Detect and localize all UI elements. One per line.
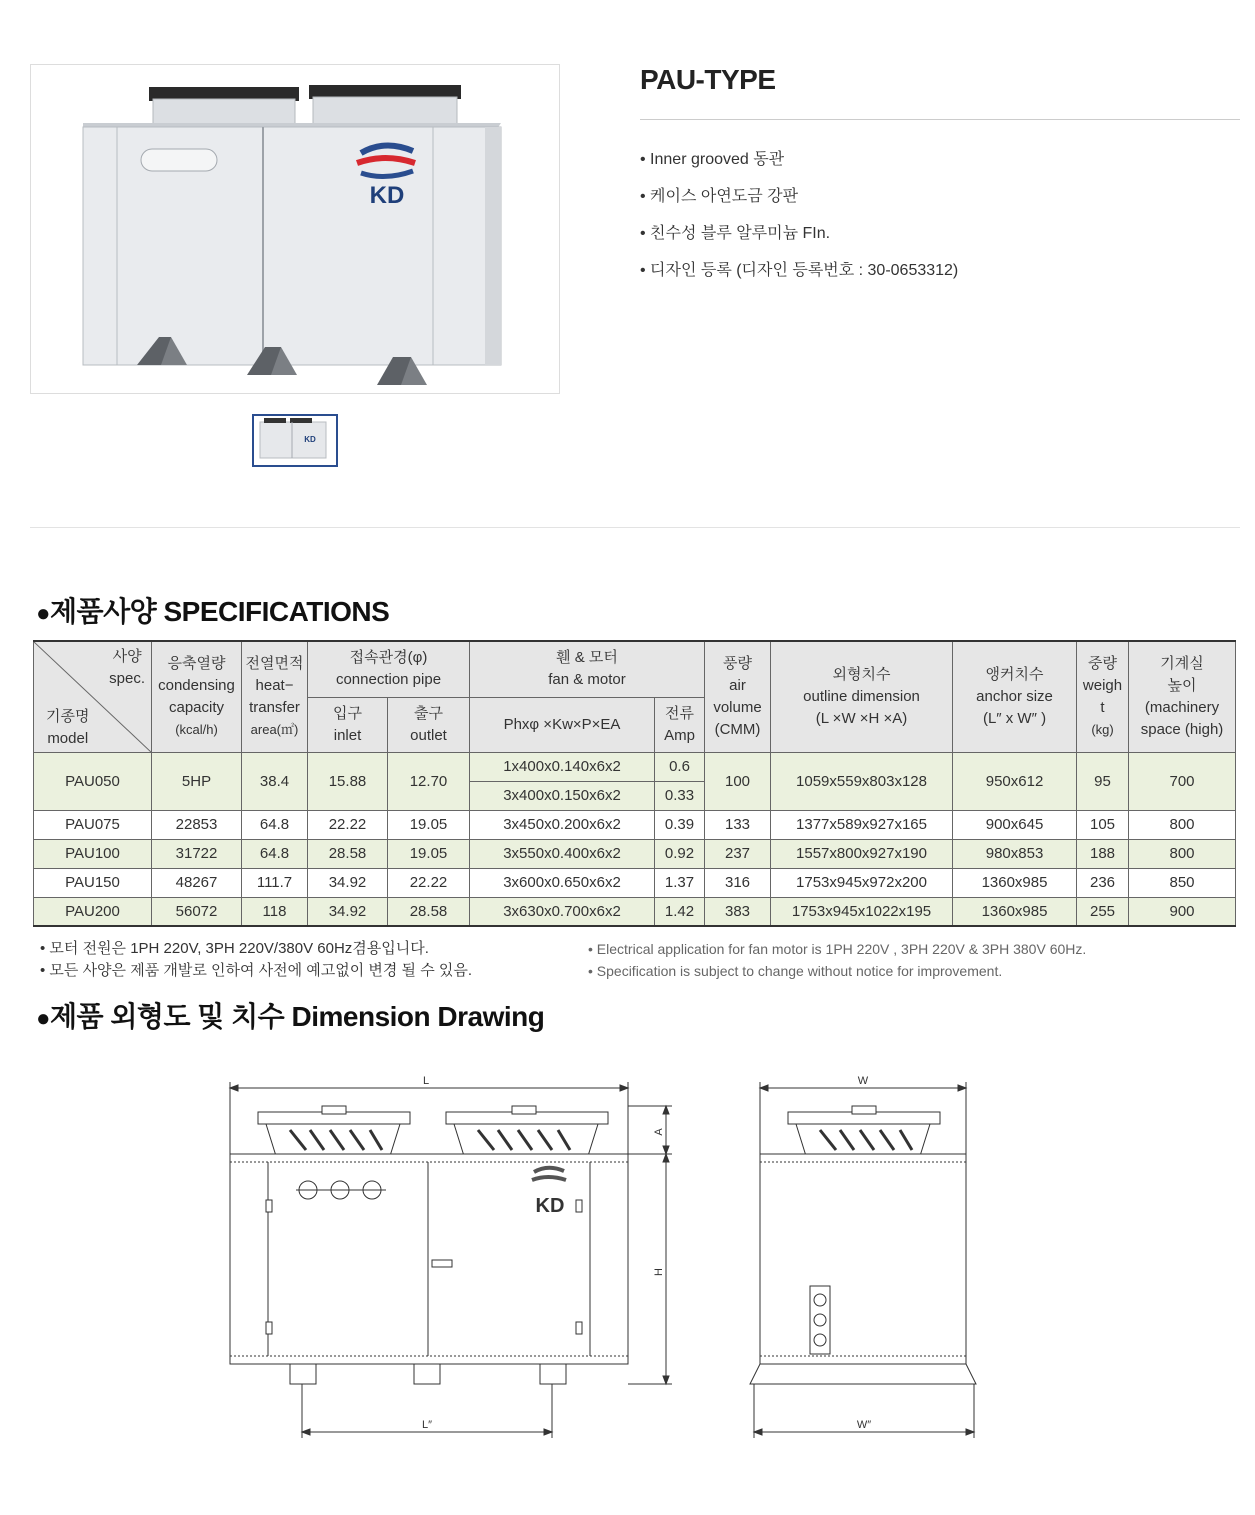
feature-item: • 디자인 등록 (디자인 등록번호 : 30-0653312) — [640, 261, 958, 298]
cell-model: PAU075 — [34, 810, 152, 839]
cell-weight: 188 — [1077, 839, 1129, 868]
cell-area: 64.8 — [242, 810, 308, 839]
cell-anchor: 1360x985 — [953, 897, 1077, 926]
product-thumbnail[interactable] — [252, 414, 338, 467]
dim-label-w: W — [857, 1075, 869, 1087]
notes-english — [588, 938, 1086, 982]
header-inlet: 입구 inlet — [308, 697, 388, 752]
cell-fan: 3x450x0.200x6x2 — [470, 810, 655, 839]
svg-text:KD: KD — [369, 182, 405, 209]
spec-table-body — [34, 752, 1236, 926]
note-item: • Electrical application for fan motor is 1PH 220V , 3PH 220V & 3PH 380V 60Hz. — [588, 941, 1087, 957]
notes-korean — [40, 938, 472, 982]
spec-table — [33, 640, 1236, 927]
bullet-icon: ● — [36, 600, 50, 627]
cell-outlet: 19.05 — [388, 839, 470, 868]
feature-item: • 친수성 블루 알루미늄 FIn. — [640, 224, 958, 261]
dimension-drawing-svg — [210, 1060, 990, 1450]
cell-model: PAU200 — [34, 897, 152, 926]
cell-machinery: 700 — [1129, 752, 1236, 810]
cell-amp: 1.37 — [655, 868, 705, 897]
header-fan-spec: Phxφ ×Kw×P×EA — [470, 697, 655, 752]
table-row — [34, 839, 1236, 868]
header-outlet: 출구 outlet — [388, 697, 470, 752]
cell-air: 100 — [705, 752, 771, 810]
cell-outline: 1377x589x927x165 — [771, 810, 953, 839]
title-divider — [640, 119, 1240, 120]
header-capacity: 응축열량 condensing capacity (kcal/h) — [152, 641, 242, 752]
cell-capacity: 48267 — [152, 868, 242, 897]
cell-outlet: 12.70 — [388, 752, 470, 810]
cell-area: 38.4 — [242, 752, 308, 810]
cell-fan: 1x400x0.140x6x2 — [470, 752, 655, 781]
cell-air: 383 — [705, 897, 771, 926]
dim-label-l: L — [422, 1075, 430, 1087]
section-divider — [30, 527, 1240, 528]
cell-weight: 236 — [1077, 868, 1129, 897]
header-amp: 전류 Amp — [655, 697, 705, 752]
note-item: • Specification is subject to change without notice for improvement. — [588, 963, 1003, 979]
drawing-logo: KD — [535, 1195, 565, 1217]
dim-label-w2: W″ — [856, 1419, 872, 1431]
cell-area: 64.8 — [242, 839, 308, 868]
product-title: PAU-TYPE — [640, 64, 776, 95]
cell-inlet: 22.22 — [308, 810, 388, 839]
cell-machinery: 800 — [1129, 839, 1236, 868]
header-spec-model: 사양 spec. 기종명 model — [34, 641, 152, 752]
feature-list — [640, 150, 958, 298]
dim-label-a: A — [653, 1128, 665, 1136]
cell-capacity: 31722 — [152, 839, 242, 868]
cell-outlet: 19.05 — [388, 810, 470, 839]
feature-item: • 케이스 아연도금 강판 — [640, 187, 958, 224]
table-row — [34, 752, 1236, 781]
cell-anchor: 980x853 — [953, 839, 1077, 868]
table-row — [34, 810, 1236, 839]
cell-anchor: 950x612 — [953, 752, 1077, 810]
cell-model: PAU100 — [34, 839, 152, 868]
cell-amp: 0.39 — [655, 810, 705, 839]
header-weight: 중량 weigh t (kg) — [1077, 641, 1129, 752]
cell-amp: 0.92 — [655, 839, 705, 868]
cell-anchor: 900x645 — [953, 810, 1077, 839]
dimension-heading — [36, 995, 544, 1035]
cell-amp: 0.6 — [655, 752, 705, 781]
cell-air: 237 — [705, 839, 771, 868]
table-row — [34, 897, 1236, 926]
condensing-unit-photo — [31, 65, 559, 393]
header-heat-transfer-area: 전열면적 heat− transfer area(㎡) — [242, 641, 308, 752]
thumbnail-image — [254, 416, 336, 465]
cell-machinery: 850 — [1129, 868, 1236, 897]
front-view — [230, 1075, 672, 1438]
cell-fan: 3x400x0.150x6x2 — [470, 781, 655, 810]
header-machinery-space: 기계실 높이 (machinery space (high) — [1129, 641, 1236, 752]
cell-machinery: 800 — [1129, 810, 1236, 839]
cell-outlet: 28.58 — [388, 897, 470, 926]
note-item: • 모터 전원은 1PH 220V, 3PH 220V/380V 60Hz겸용입니다. — [40, 940, 429, 957]
cell-weight: 95 — [1077, 752, 1129, 810]
cell-amp: 0.33 — [655, 781, 705, 810]
note-item: • 모든 사양은 제품 개발로 인하여 사전에 예고없이 변경 될 수 있음. — [40, 962, 473, 979]
header-outline-dimension: 외형치수 outline dimension (L ×W ×H ×A) — [771, 641, 953, 752]
cell-outline: 1753x945x1022x195 — [771, 897, 953, 926]
svg-text:KD: KD — [304, 435, 316, 444]
cell-fan: 3x600x0.650x6x2 — [470, 868, 655, 897]
feature-item: • Inner grooved 동관 — [640, 150, 958, 187]
dim-label-h: H — [653, 1268, 665, 1276]
cell-air: 316 — [705, 868, 771, 897]
inspection-window — [141, 149, 217, 171]
cell-inlet: 34.92 — [308, 868, 388, 897]
cell-model: PAU150 — [34, 868, 152, 897]
cell-area: 111.7 — [242, 868, 308, 897]
cell-inlet: 34.92 — [308, 897, 388, 926]
cell-inlet: 28.58 — [308, 839, 388, 868]
spec-table-header — [34, 641, 1236, 752]
product-main-image — [30, 64, 560, 394]
header-air-volume: 풍량 air volume (CMM) — [705, 641, 771, 752]
cell-capacity: 22853 — [152, 810, 242, 839]
bullet-icon: ● — [36, 1005, 50, 1032]
cell-machinery: 900 — [1129, 897, 1236, 926]
cell-air: 133 — [705, 810, 771, 839]
cell-outlet: 22.22 — [388, 868, 470, 897]
side-view — [750, 1075, 976, 1438]
specifications-heading-text: 제품사양 SPECIFICATIONS — [50, 596, 390, 627]
dim-label-l2: L″ — [421, 1419, 433, 1431]
cell-area: 118 — [242, 897, 308, 926]
cell-capacity: 56072 — [152, 897, 242, 926]
cell-weight: 105 — [1077, 810, 1129, 839]
cell-inlet: 15.88 — [308, 752, 388, 810]
cell-outline: 1059x559x803x128 — [771, 752, 953, 810]
cell-model: PAU050 — [34, 752, 152, 810]
cell-amp: 1.42 — [655, 897, 705, 926]
table-row — [34, 868, 1236, 897]
cell-weight: 255 — [1077, 897, 1129, 926]
cell-outline: 1753x945x972x200 — [771, 868, 953, 897]
dimension-heading-text: 제품 외형도 및 치수 Dimension Drawing — [50, 1001, 545, 1032]
dimension-drawing — [210, 1060, 990, 1455]
cell-anchor: 1360x985 — [953, 868, 1077, 897]
header-anchor-size: 앵커치수 anchor size (L″ x W″ ) — [953, 641, 1077, 752]
specifications-heading — [36, 590, 389, 630]
cell-fan: 3x550x0.400x6x2 — [470, 839, 655, 868]
header-fan-motor: 휀 & 모터 fan & motor — [470, 641, 705, 697]
cell-capacity: 5HP — [152, 752, 242, 810]
header-connection-pipe: 접속관경(φ) connection pipe — [308, 641, 470, 697]
cell-fan: 3x630x0.700x6x2 — [470, 897, 655, 926]
cell-outline: 1557x800x927x190 — [771, 839, 953, 868]
